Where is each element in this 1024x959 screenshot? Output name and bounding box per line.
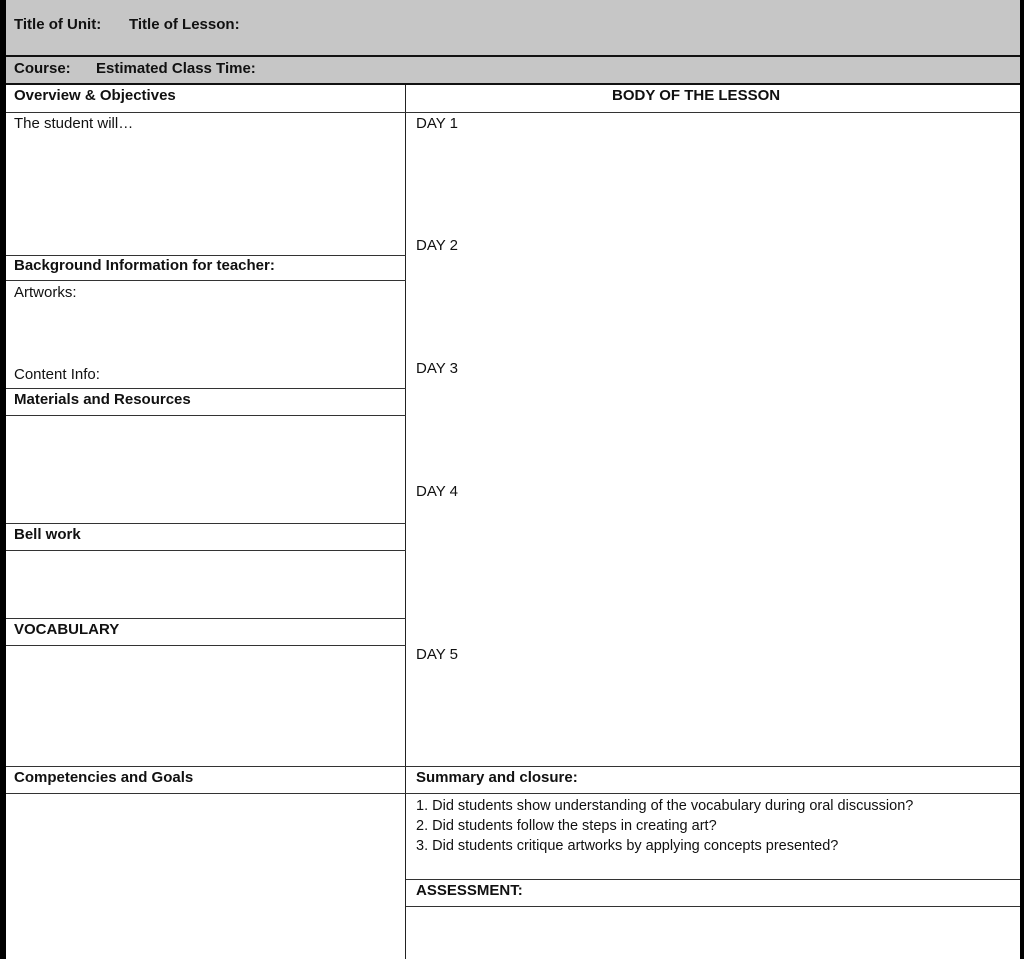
artworks-label: Artworks: xyxy=(14,284,77,301)
header-divider xyxy=(6,55,1020,57)
day-2-label: DAY 2 xyxy=(416,237,458,254)
estimated-class-time-label: Estimated Class Time: xyxy=(96,60,256,77)
row-line xyxy=(6,766,1020,767)
competencies-goals-heading: Competencies and Goals xyxy=(14,769,194,786)
day-4-label: DAY 4 xyxy=(416,483,458,500)
row-line xyxy=(6,645,406,646)
summary-question: 1. Did students show understanding of the vocabulary during oral discussion? xyxy=(416,798,914,814)
body-of-lesson-heading: BODY OF THE LESSON xyxy=(612,87,781,104)
overview-text: The student will… xyxy=(14,115,134,132)
title-of-lesson-label: Title of Lesson: xyxy=(129,16,240,33)
column-divider xyxy=(405,85,406,959)
course-divider xyxy=(6,83,1020,85)
materials-resources-heading: Materials and Resources xyxy=(14,391,191,408)
row-line xyxy=(6,523,406,524)
summary-question: 3. Did students critique artworks by applying concepts presented? xyxy=(416,838,839,854)
background-info-heading: Background Information for teacher: xyxy=(14,257,275,274)
summary-questions-list xyxy=(416,796,913,856)
summary-closure-heading: Summary and closure: xyxy=(416,769,578,786)
row-line xyxy=(406,879,1020,880)
lesson-plan-page xyxy=(6,0,1020,959)
title-of-unit-label: Title of Unit: xyxy=(14,16,102,33)
vocabulary-heading: VOCABULARY xyxy=(14,621,120,638)
bell-work-heading: Bell work xyxy=(14,526,81,543)
row-line xyxy=(6,280,406,281)
summary-question: 2. Did students follow the steps in creating art? xyxy=(416,818,717,834)
row-line xyxy=(6,793,1020,794)
row-line xyxy=(406,906,1020,907)
row-line xyxy=(6,550,406,551)
day-1-label: DAY 1 xyxy=(416,115,458,132)
overview-objectives-heading: Overview & Objectives xyxy=(14,87,176,104)
course-label: Course: xyxy=(14,60,71,77)
row-line xyxy=(6,388,406,389)
assessment-heading: ASSESSMENT: xyxy=(416,882,523,899)
row-line xyxy=(6,618,406,619)
content-info-label: Content Info: xyxy=(14,366,100,383)
row-line xyxy=(6,415,406,416)
day-3-label: DAY 3 xyxy=(416,360,458,377)
row-line xyxy=(6,255,406,256)
row-line xyxy=(6,112,1020,113)
day-5-label: DAY 5 xyxy=(416,646,458,663)
